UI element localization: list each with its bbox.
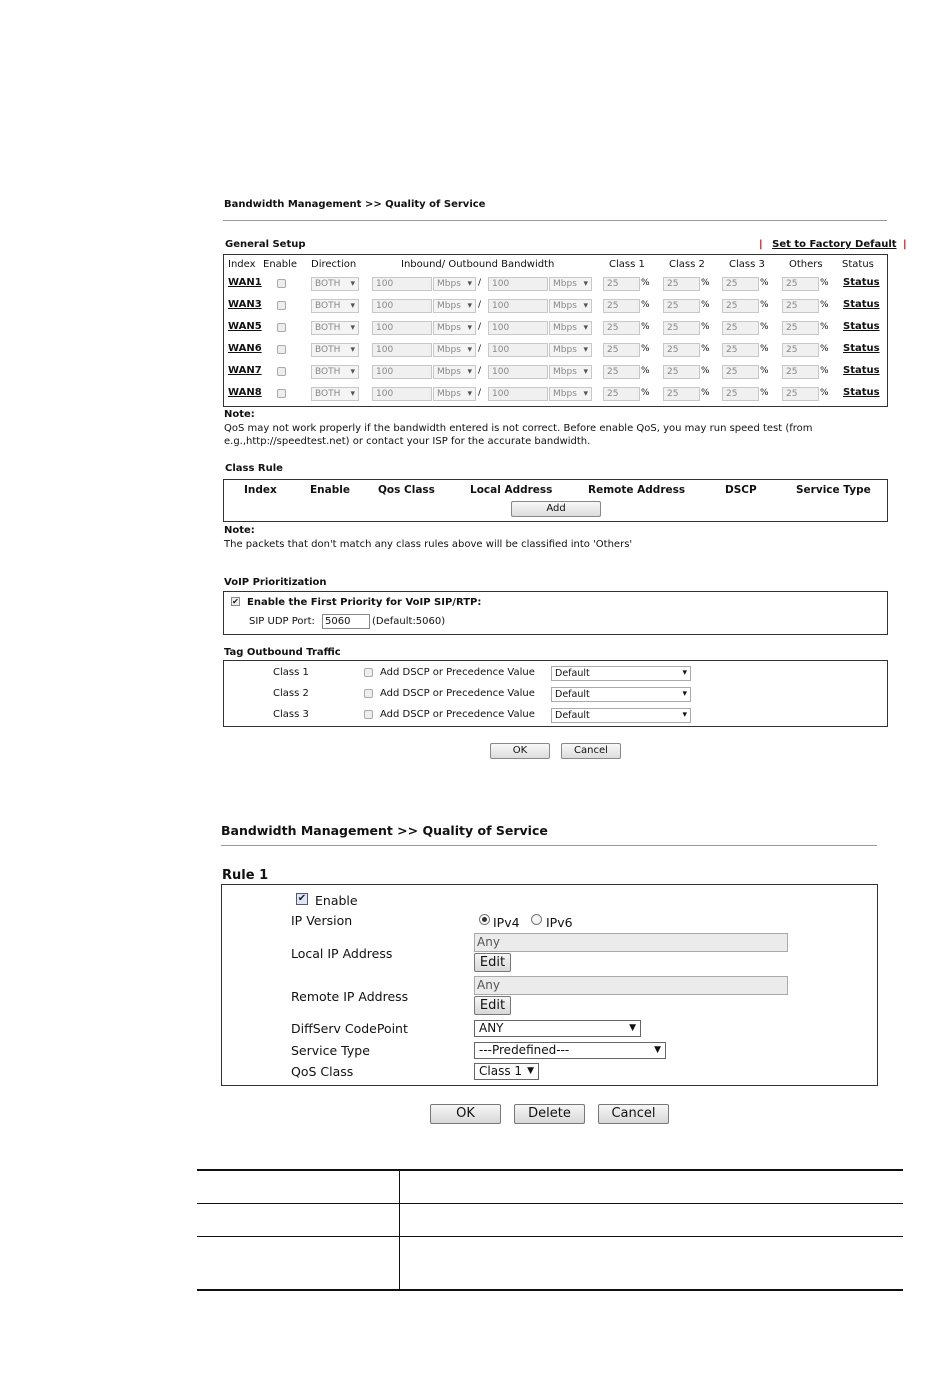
class-rule-header-local-address: Local Address bbox=[470, 484, 553, 496]
wan-enable-checkbox[interactable] bbox=[277, 323, 286, 332]
sip-port-input[interactable]: 5060 bbox=[322, 614, 370, 629]
wan-link[interactable]: WAN6 bbox=[228, 343, 262, 354]
ipv6-label: IPv6 bbox=[546, 915, 573, 930]
dscp-select[interactable]: Default ▾ bbox=[551, 687, 691, 702]
status-link[interactable]: Status bbox=[843, 277, 880, 288]
percent-sign: % bbox=[820, 278, 829, 288]
class2-input[interactable]: 25 bbox=[663, 321, 700, 335]
wan-enable-checkbox[interactable] bbox=[277, 367, 286, 376]
class-rule-header-enable: Enable bbox=[310, 484, 350, 496]
general-setup-title: General Setup bbox=[225, 239, 306, 250]
outbound-unit-select[interactable]: Mbps ▾ bbox=[549, 343, 592, 357]
inbound-input[interactable]: 100 bbox=[372, 299, 432, 313]
class2-input[interactable]: 25 bbox=[663, 299, 700, 313]
note-line-1: QoS may not work properly if the bandwidth entered is not correct. Before enable QoS, you may run speed test (from bbox=[224, 423, 813, 434]
dscp-select[interactable]: Default ▾ bbox=[551, 666, 691, 681]
class1-input[interactable]: 25 bbox=[603, 321, 640, 335]
class2-input[interactable]: 25 bbox=[663, 365, 700, 379]
class2-input[interactable]: 25 bbox=[663, 387, 700, 401]
outbound-unit-select[interactable]: Mbps ▾ bbox=[549, 299, 592, 313]
voip-enable-checkbox[interactable]: ✔ bbox=[232, 597, 239, 606]
status-link[interactable]: Status bbox=[843, 387, 880, 398]
percent-sign: % bbox=[701, 300, 710, 310]
percent-sign: % bbox=[701, 388, 710, 398]
remote-ip-label: Remote IP Address bbox=[291, 989, 409, 1004]
cancel-button[interactable]: Cancel bbox=[561, 743, 621, 759]
wan-link[interactable]: WAN1 bbox=[228, 277, 262, 288]
dscp-label: Add DSCP or Precedence Value bbox=[380, 667, 535, 678]
dscp-label: Add DSCP or Precedence Value bbox=[380, 688, 535, 699]
others-input[interactable]: 25 bbox=[782, 277, 819, 291]
local-ip-input[interactable]: Any bbox=[474, 933, 788, 952]
local-ip-label: Local IP Address bbox=[291, 946, 393, 961]
class1-input[interactable]: 25 bbox=[603, 387, 640, 401]
percent-sign: % bbox=[820, 388, 829, 398]
table-column-rule bbox=[399, 1170, 400, 1290]
remote-ip-input[interactable]: Any bbox=[474, 976, 788, 995]
breadcrumb-1: Bandwidth Management >> Quality of Service bbox=[224, 199, 486, 210]
factory-default-wrap bbox=[759, 239, 907, 250]
radio-dot bbox=[482, 917, 487, 922]
class3-input[interactable]: 25 bbox=[722, 321, 759, 335]
note-line-2: e.g.,http://speedtest.net) or contact your ISP for the accurate bandwidth. bbox=[224, 436, 591, 447]
ipv4-label: IPv4 bbox=[493, 915, 520, 930]
outbound-unit-select[interactable]: Mbps ▾ bbox=[549, 387, 592, 401]
slash: / bbox=[478, 300, 482, 310]
percent-sign: % bbox=[820, 366, 829, 376]
header-index: Index bbox=[228, 259, 256, 270]
dscp-checkbox[interactable] bbox=[364, 668, 373, 677]
others-input[interactable]: 25 bbox=[782, 365, 819, 379]
wan-enable-checkbox[interactable] bbox=[277, 279, 286, 288]
rule-title: Rule 1 bbox=[222, 868, 269, 883]
others-input[interactable]: 25 bbox=[782, 343, 819, 357]
ok-button[interactable]: OK bbox=[430, 1104, 501, 1124]
wan-link[interactable]: WAN8 bbox=[228, 387, 262, 398]
class-rule-title: Class Rule bbox=[225, 463, 283, 474]
ipv4-radio[interactable] bbox=[479, 914, 490, 925]
note2-text: The packets that don't match any class rules above will be classified into 'Others' bbox=[224, 539, 633, 550]
wan-enable-checkbox[interactable] bbox=[277, 301, 286, 310]
dscp-checkbox[interactable] bbox=[364, 710, 373, 719]
divider bbox=[221, 845, 877, 846]
dscp-select[interactable]: Default ▾ bbox=[551, 708, 691, 723]
header-bandwidth: Inbound/ Outbound Bandwidth bbox=[401, 259, 555, 270]
percent-sign: % bbox=[760, 278, 769, 288]
class1-input[interactable]: 25 bbox=[603, 343, 640, 357]
percent-sign: % bbox=[641, 278, 650, 288]
tag-outbound-title: Tag Outbound Traffic bbox=[224, 647, 341, 658]
outbound-unit-select[interactable]: Mbps ▾ bbox=[549, 365, 592, 379]
outbound-input[interactable]: 100 bbox=[488, 387, 548, 401]
percent-sign: % bbox=[641, 366, 650, 376]
qos-class-select[interactable]: Class 1 ▼ bbox=[474, 1063, 539, 1080]
percent-sign: % bbox=[760, 322, 769, 332]
ip-version-label: IP Version bbox=[291, 913, 353, 928]
header-class1: Class 1 bbox=[609, 259, 645, 270]
header-others: Others bbox=[789, 259, 823, 270]
table-row-rule bbox=[197, 1236, 903, 1237]
dscp-label: Add DSCP or Precedence Value bbox=[380, 709, 535, 720]
header-enable: Enable bbox=[263, 259, 298, 270]
service-type-select[interactable]: ---Predefined--- ▼ bbox=[474, 1042, 666, 1059]
direction-select[interactable]: BOTH ▾ bbox=[311, 277, 359, 291]
table-bottom-rule bbox=[197, 1289, 903, 1291]
note2-label: Note: bbox=[224, 525, 255, 536]
outbound-unit-select[interactable]: Mbps ▾ bbox=[549, 277, 592, 291]
class1-input[interactable]: 25 bbox=[603, 299, 640, 313]
inbound-unit-select[interactable]: Mbps ▾ bbox=[433, 299, 476, 313]
header-class3: Class 3 bbox=[729, 259, 765, 270]
class-rule-header-qos-class: Qos Class bbox=[378, 484, 435, 496]
table-row-rule bbox=[197, 1203, 903, 1204]
inbound-input[interactable]: 100 bbox=[372, 277, 432, 291]
percent-sign: % bbox=[701, 344, 710, 354]
direction-select[interactable]: BOTH ▾ bbox=[311, 343, 359, 357]
percent-sign: % bbox=[641, 300, 650, 310]
outbound-input[interactable]: 100 bbox=[488, 299, 548, 313]
voip-enable-label: Enable the First Priority for VoIP SIP/RTP: bbox=[247, 597, 482, 608]
tag-class-label: Class 3 bbox=[273, 709, 309, 720]
direction-select[interactable]: BOTH ▾ bbox=[311, 299, 359, 313]
percent-sign: % bbox=[820, 300, 829, 310]
factory-default-link[interactable]: Set to Factory Default bbox=[772, 239, 897, 250]
percent-sign: % bbox=[701, 366, 710, 376]
others-input[interactable]: 25 bbox=[782, 387, 819, 401]
inbound-input[interactable]: 100 bbox=[372, 321, 432, 335]
dscp-checkbox[interactable] bbox=[364, 689, 373, 698]
enable-label: Enable bbox=[315, 893, 358, 908]
slash: / bbox=[478, 388, 482, 398]
enable-checkbox[interactable]: ✔ bbox=[297, 893, 307, 904]
wan-link[interactable]: WAN3 bbox=[228, 299, 262, 310]
class3-input[interactable]: 25 bbox=[722, 365, 759, 379]
others-input[interactable]: 25 bbox=[782, 321, 819, 335]
slash: / bbox=[478, 344, 482, 354]
inbound-input[interactable]: 100 bbox=[372, 387, 432, 401]
percent-sign: % bbox=[760, 366, 769, 376]
ipv6-radio[interactable] bbox=[531, 914, 542, 925]
percent-sign: % bbox=[760, 300, 769, 310]
slash: / bbox=[478, 366, 482, 376]
header-direction: Direction bbox=[311, 259, 357, 270]
class1-input[interactable]: 25 bbox=[603, 277, 640, 291]
outbound-input[interactable]: 100 bbox=[488, 365, 548, 379]
class3-input[interactable]: 25 bbox=[722, 387, 759, 401]
inbound-unit-select[interactable]: Mbps ▾ bbox=[433, 277, 476, 291]
outbound-input[interactable]: 100 bbox=[488, 277, 548, 291]
percent-sign: % bbox=[641, 344, 650, 354]
class2-input[interactable]: 25 bbox=[663, 343, 700, 357]
status-link[interactable]: Status bbox=[843, 299, 880, 310]
inbound-unit-select[interactable]: Mbps ▾ bbox=[433, 321, 476, 335]
class-rule-header-remote-address: Remote Address bbox=[588, 484, 686, 496]
sip-port-label: SIP UDP Port: bbox=[249, 616, 315, 627]
outbound-unit-select[interactable]: Mbps ▾ bbox=[549, 321, 592, 335]
percent-sign: % bbox=[701, 322, 710, 332]
class-rule-header-service-type: Service Type bbox=[796, 484, 871, 496]
add-button[interactable]: Add bbox=[511, 501, 601, 517]
delete-button[interactable]: Delete bbox=[514, 1104, 585, 1124]
status-link[interactable]: Status bbox=[843, 321, 880, 332]
outbound-input[interactable]: 100 bbox=[488, 321, 548, 335]
local-ip-edit-button[interactable]: Edit bbox=[474, 953, 511, 972]
tag-class-label: Class 2 bbox=[273, 688, 309, 699]
header-status: Status bbox=[842, 259, 874, 270]
percent-sign: % bbox=[641, 388, 650, 398]
diffserv-select[interactable]: ANY ▼ bbox=[474, 1020, 641, 1037]
status-link[interactable]: Status bbox=[843, 343, 880, 354]
class-rule-header-index: Index bbox=[244, 484, 277, 496]
status-link[interactable]: Status bbox=[843, 365, 880, 376]
class-rule-header-dscp: DSCP bbox=[725, 484, 757, 496]
inbound-unit-select[interactable]: Mbps ▾ bbox=[433, 343, 476, 357]
direction-select[interactable]: BOTH ▾ bbox=[311, 365, 359, 379]
inbound-unit-select[interactable]: Mbps ▾ bbox=[433, 365, 476, 379]
wan-link[interactable]: WAN7 bbox=[228, 365, 262, 376]
slash: / bbox=[478, 322, 482, 332]
percent-sign: % bbox=[760, 344, 769, 354]
wan-link[interactable]: WAN5 bbox=[228, 321, 262, 332]
class3-input[interactable]: 25 bbox=[722, 343, 759, 357]
wan-enable-checkbox[interactable] bbox=[277, 389, 286, 398]
qos-class-label: QoS Class bbox=[291, 1064, 354, 1079]
wan-enable-checkbox[interactable] bbox=[277, 345, 286, 354]
direction-select[interactable]: BOTH ▾ bbox=[311, 387, 359, 401]
breadcrumb-2: Bandwidth Management >> Quality of Service bbox=[221, 823, 548, 838]
divider bbox=[223, 220, 887, 221]
cancel-button[interactable]: Cancel bbox=[598, 1104, 669, 1124]
class2-input[interactable]: 25 bbox=[663, 277, 700, 291]
diffserv-label: DiffServ CodePoint bbox=[291, 1021, 408, 1036]
others-input[interactable]: 25 bbox=[782, 299, 819, 313]
percent-sign: % bbox=[641, 322, 650, 332]
sip-port-default: (Default:5060) bbox=[372, 616, 446, 627]
separator: | bbox=[903, 239, 907, 250]
voip-title: VoIP Prioritization bbox=[224, 577, 327, 588]
class3-input[interactable]: 25 bbox=[722, 299, 759, 313]
class1-input[interactable]: 25 bbox=[603, 365, 640, 379]
service-type-label: Service Type bbox=[291, 1043, 370, 1058]
note-label: Note: bbox=[224, 409, 255, 420]
class3-input[interactable]: 25 bbox=[722, 277, 759, 291]
percent-sign: % bbox=[820, 344, 829, 354]
tag-class-label: Class 1 bbox=[273, 667, 309, 678]
inbound-input[interactable]: 100 bbox=[372, 343, 432, 357]
separator: | bbox=[759, 239, 763, 250]
header-class2: Class 2 bbox=[669, 259, 705, 270]
percent-sign: % bbox=[820, 322, 829, 332]
percent-sign: % bbox=[701, 278, 710, 288]
inbound-input[interactable]: 100 bbox=[372, 365, 432, 379]
inbound-unit-select[interactable]: Mbps ▾ bbox=[433, 387, 476, 401]
percent-sign: % bbox=[760, 388, 769, 398]
direction-select[interactable]: BOTH ▾ bbox=[311, 321, 359, 335]
slash: / bbox=[478, 278, 482, 288]
remote-ip-edit-button[interactable]: Edit bbox=[474, 996, 511, 1015]
outbound-input[interactable]: 100 bbox=[488, 343, 548, 357]
table-top-rule bbox=[197, 1169, 903, 1171]
ok-button[interactable]: OK bbox=[490, 743, 550, 759]
